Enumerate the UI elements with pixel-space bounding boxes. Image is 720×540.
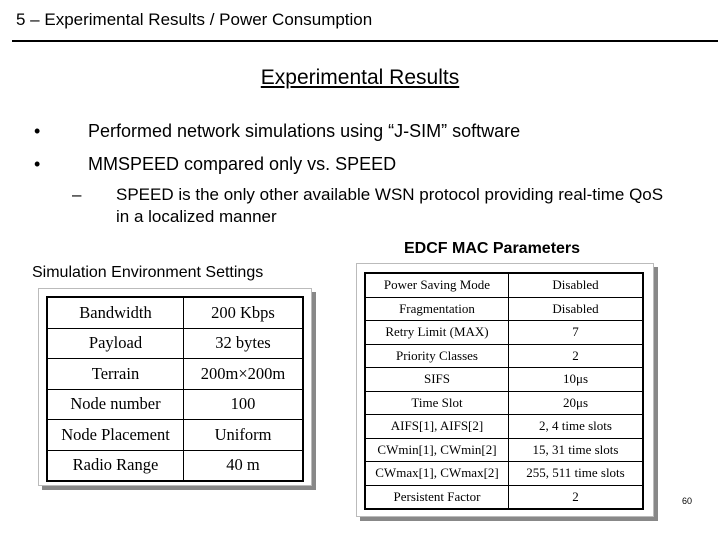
simulation-settings-table [46, 296, 304, 482]
parameter-name-cell: AIFS[1], AIFS[2] [365, 415, 509, 439]
page-number: 60 [682, 496, 693, 506]
parameter-name-cell: CWmax[1], CWmax[2] [365, 462, 509, 486]
table-row [365, 438, 643, 462]
parameter-value-cell: 200 Kbps [184, 297, 304, 328]
parameter-value-cell: 15, 31 time slots [509, 438, 644, 462]
table-row [365, 344, 643, 368]
bullet-mark: • [34, 121, 41, 141]
parameter-value-cell: 10μs [509, 368, 644, 392]
parameter-name-cell: Node number [47, 389, 184, 420]
parameter-value-cell: Disabled [509, 297, 644, 321]
table-row [47, 297, 303, 328]
table-row [365, 368, 643, 392]
table-row [365, 485, 643, 509]
parameter-value-cell: 7 [509, 321, 644, 345]
parameter-value-cell: Uniform [184, 420, 304, 451]
parameter-value-cell: 100 [184, 389, 304, 420]
parameter-name-cell: Node Placement [47, 420, 184, 451]
parameter-value-cell: 200m×200m [184, 359, 304, 390]
table-row [365, 462, 643, 486]
sub-bullet-mark: – [72, 185, 82, 204]
bullet-text: Performed network simulations using “J-SIM” software [88, 121, 521, 141]
parameter-value-cell: 20μs [509, 391, 644, 415]
bullet-text: MMSPEED compared only vs. SPEED [88, 154, 397, 174]
parameter-value-cell: 2 [509, 485, 644, 509]
section-header: 5 – Experimental Results / Power Consumption [16, 10, 373, 29]
parameter-value-cell: 32 bytes [184, 328, 304, 359]
parameter-name-cell: Persistent Factor [365, 485, 509, 509]
parameter-value-cell: 40 m [184, 450, 304, 481]
slide-title: Experimental Results [260, 66, 460, 89]
sub-bullet-text: SPEED is the only other available WSN protocol providing real-time QoS in a localized manner [116, 185, 664, 226]
sim-table-caption: Simulation Environment Settings [32, 264, 264, 281]
bullet-mark: • [34, 154, 41, 174]
table-row [365, 297, 643, 321]
parameter-name-cell: Priority Classes [365, 344, 509, 368]
table-row [47, 389, 303, 420]
table-row [47, 420, 303, 451]
table-row [365, 391, 643, 415]
table-row [365, 415, 643, 439]
parameter-name-cell: Fragmentation [365, 297, 509, 321]
parameter-value-cell: 2 [509, 344, 644, 368]
parameter-value-cell: Disabled [509, 273, 644, 297]
table-row [365, 273, 643, 297]
parameter-name-cell: Bandwidth [47, 297, 184, 328]
parameter-name-cell: Payload [47, 328, 184, 359]
header-divider [12, 40, 718, 42]
parameter-value-cell: 255, 511 time slots [509, 462, 644, 486]
parameter-name-cell: Time Slot [365, 391, 509, 415]
parameter-name-cell: Retry Limit (MAX) [365, 321, 509, 345]
parameter-name-cell: SIFS [365, 368, 509, 392]
table-row [47, 328, 303, 359]
table-row [47, 450, 303, 481]
edcf-table-caption: EDCF MAC Parameters [404, 240, 581, 257]
parameter-name-cell: Terrain [47, 359, 184, 390]
parameter-value-cell: 2, 4 time slots [509, 415, 644, 439]
edcf-parameters-table [364, 272, 644, 510]
table-row [365, 321, 643, 345]
table-row [47, 359, 303, 390]
parameter-name-cell: Power Saving Mode [365, 273, 509, 297]
parameter-name-cell: CWmin[1], CWmin[2] [365, 438, 509, 462]
parameter-name-cell: Radio Range [47, 450, 184, 481]
